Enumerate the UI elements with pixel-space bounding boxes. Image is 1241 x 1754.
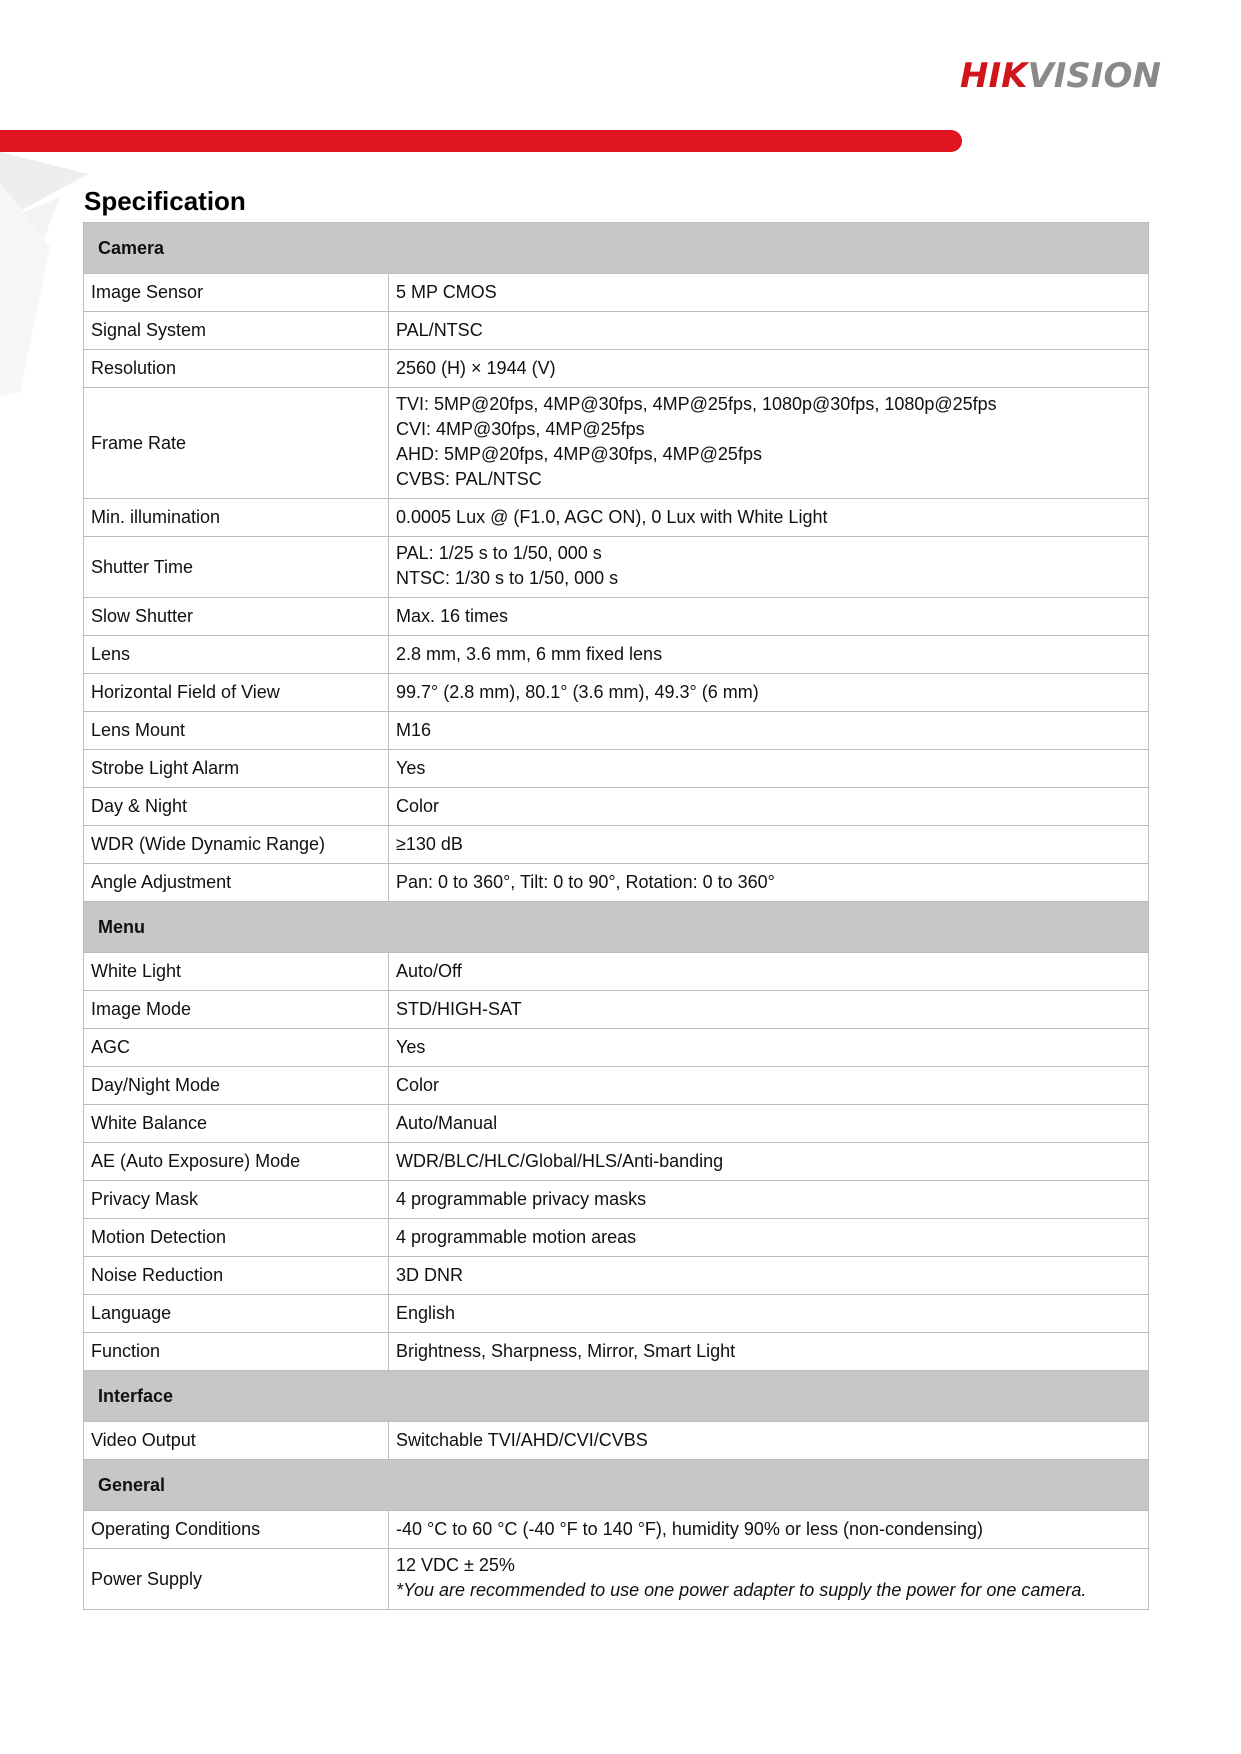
table-row	[84, 274, 1149, 312]
spec-value	[389, 864, 1149, 902]
spec-value	[389, 712, 1149, 750]
spec-value	[389, 1422, 1149, 1460]
spec-value-line: English	[396, 1303, 456, 1323]
spec-value	[389, 1029, 1149, 1067]
spec-value-line: CVI: 4MP@30fps, 4MP@25fps	[396, 419, 645, 439]
spec-value-line: 99.7° (2.8 mm), 80.1° (3.6 mm), 49.3° (6 mm)	[396, 682, 759, 702]
spec-value	[389, 1181, 1149, 1219]
spec-label: Language	[84, 1295, 389, 1333]
spec-value-line: Max. 16 times	[396, 606, 509, 626]
table-row	[84, 991, 1149, 1029]
table-row	[84, 388, 1149, 499]
spec-label: Lens Mount	[84, 712, 389, 750]
spec-label: AE (Auto Exposure) Mode	[84, 1143, 389, 1181]
spec-value-line: WDR/BLC/HLC/Global/HLS/Anti-banding	[396, 1151, 724, 1171]
spec-value	[389, 1105, 1149, 1143]
spec-label: Power Supply	[84, 1549, 389, 1610]
spec-label: Image Sensor	[84, 274, 389, 312]
spec-label: WDR (Wide Dynamic Range)	[84, 826, 389, 864]
spec-value-line: 12 VDC ± 25%	[396, 1555, 515, 1575]
spec-label: Motion Detection	[84, 1219, 389, 1257]
spec-value-line: Color	[396, 796, 440, 816]
table-row	[84, 1219, 1149, 1257]
spec-label: Day & Night	[84, 788, 389, 826]
table-row	[84, 1067, 1149, 1105]
table-row	[84, 1257, 1149, 1295]
spec-label: Shutter Time	[84, 537, 389, 598]
spec-value	[389, 1511, 1149, 1549]
table-row	[84, 350, 1149, 388]
table-row	[84, 864, 1149, 902]
spec-note: *You are recommended to use one power adapter to supply the power for one camera.	[396, 1580, 1087, 1600]
spec-value-line: -40 °C to 60 °C (-40 °F to 140 °F), humidity 90% or less (non-condensing)	[396, 1519, 984, 1539]
section-title: General	[84, 1460, 1149, 1511]
spec-value	[389, 388, 1149, 499]
spec-value-line: Brightness, Sharpness, Mirror, Smart Light	[396, 1341, 736, 1361]
spec-value-line: 4 programmable motion areas	[396, 1227, 637, 1247]
decorative-triangles-icon	[0, 152, 90, 402]
spec-value-line: Auto/Off	[396, 961, 462, 981]
table-row	[84, 537, 1149, 598]
spec-value-line: PAL/NTSC	[396, 320, 483, 340]
spec-value-line: ≥130 dB	[396, 834, 463, 854]
spec-label: Slow Shutter	[84, 598, 389, 636]
table-row	[84, 1549, 1149, 1610]
spec-value	[389, 537, 1149, 598]
spec-label: Operating Conditions	[84, 1511, 389, 1549]
spec-value	[389, 1257, 1149, 1295]
spec-value	[389, 350, 1149, 388]
spec-label: White Balance	[84, 1105, 389, 1143]
spec-value	[389, 499, 1149, 537]
hikvision-logo	[960, 56, 1161, 96]
spec-label: Day/Night Mode	[84, 1067, 389, 1105]
spec-value	[389, 750, 1149, 788]
spec-label: Min. illumination	[84, 499, 389, 537]
section-header-general	[84, 1460, 1149, 1511]
table-row	[84, 1422, 1149, 1460]
spec-value-line: 2560 (H) × 1944 (V)	[396, 358, 556, 378]
spec-value	[389, 1219, 1149, 1257]
spec-value	[389, 953, 1149, 991]
spec-value	[389, 674, 1149, 712]
spec-label: Image Mode	[84, 991, 389, 1029]
spec-value	[389, 991, 1149, 1029]
table-row	[84, 826, 1149, 864]
spec-value	[389, 274, 1149, 312]
table-row	[84, 636, 1149, 674]
spec-value-line: NTSC: 1/30 s to 1/50, 000 s	[396, 568, 619, 588]
section-header-camera	[84, 223, 1149, 274]
spec-value	[389, 636, 1149, 674]
spec-label: Lens	[84, 636, 389, 674]
spec-value-line: Switchable TVI/AHD/CVI/CVBS	[396, 1430, 648, 1450]
table-row	[84, 1295, 1149, 1333]
header-red-bar	[0, 130, 962, 152]
table-row	[84, 499, 1149, 537]
spec-label: White Light	[84, 953, 389, 991]
table-row	[84, 1143, 1149, 1181]
spec-value	[389, 1333, 1149, 1371]
table-row	[84, 312, 1149, 350]
spec-label: Video Output	[84, 1422, 389, 1460]
spec-value-line: 4 programmable privacy masks	[396, 1189, 647, 1209]
spec-value-line: M16	[396, 720, 432, 740]
spec-value-line: TVI: 5MP@20fps, 4MP@30fps, 4MP@25fps, 1080p@30fps, 1080p@25fps	[396, 394, 997, 414]
spec-value-line: 5 MP CMOS	[396, 282, 497, 302]
section-header-menu	[84, 902, 1149, 953]
table-row	[84, 1333, 1149, 1371]
spec-value	[389, 788, 1149, 826]
spec-value-line: Yes	[396, 758, 426, 778]
section-title: Camera	[84, 223, 1149, 274]
spec-label: Angle Adjustment	[84, 864, 389, 902]
spec-value	[389, 598, 1149, 636]
logo-red-part: HIK	[960, 56, 1028, 96]
spec-value	[389, 312, 1149, 350]
table-row	[84, 1181, 1149, 1219]
spec-label: AGC	[84, 1029, 389, 1067]
spec-value-line: 0.0005 Lux @ (F1.0, AGC ON), 0 Lux with White Light	[396, 507, 828, 527]
table-row	[84, 1029, 1149, 1067]
spec-value-line: CVBS: PAL/NTSC	[396, 469, 542, 489]
spec-value-line: Pan: 0 to 360°, Tilt: 0 to 90°, Rotation: 0 to 360°	[396, 872, 775, 892]
spec-label: Signal System	[84, 312, 389, 350]
section-title: Menu	[84, 902, 1149, 953]
spec-label: Noise Reduction	[84, 1257, 389, 1295]
spec-label: Horizontal Field of View	[84, 674, 389, 712]
spec-value	[389, 1143, 1149, 1181]
table-row	[84, 598, 1149, 636]
spec-value-line: Yes	[396, 1037, 426, 1057]
spec-label: Privacy Mask	[84, 1181, 389, 1219]
table-row	[84, 674, 1149, 712]
table-row	[84, 788, 1149, 826]
spec-value-line: AHD: 5MP@20fps, 4MP@30fps, 4MP@25fps	[396, 444, 762, 464]
spec-value-line: Auto/Manual	[396, 1113, 498, 1133]
spec-value-line: Color	[396, 1075, 440, 1095]
spec-value-line: 3D DNR	[396, 1265, 464, 1285]
spec-value-line: STD/HIGH-SAT	[396, 999, 522, 1019]
spec-label: Function	[84, 1333, 389, 1371]
table-row	[84, 1511, 1149, 1549]
spec-value-line: PAL: 1/25 s to 1/50, 000 s	[396, 543, 602, 563]
spec-value	[389, 826, 1149, 864]
spec-label: Resolution	[84, 350, 389, 388]
table-row	[84, 953, 1149, 991]
spec-label: Strobe Light Alarm	[84, 750, 389, 788]
spec-value	[389, 1067, 1149, 1105]
spec-value	[389, 1549, 1149, 1610]
spec-value-line: 2.8 mm, 3.6 mm, 6 mm fixed lens	[396, 644, 663, 664]
spec-value	[389, 1295, 1149, 1333]
spec-table	[83, 222, 1149, 1610]
table-row	[84, 712, 1149, 750]
section-title: Interface	[84, 1371, 1149, 1422]
logo-grey-part: VISION	[1027, 56, 1161, 96]
table-row	[84, 750, 1149, 788]
spec-label: Frame Rate	[84, 388, 389, 499]
table-row	[84, 1105, 1149, 1143]
section-header-interface	[84, 1371, 1149, 1422]
page-title: Specification	[84, 186, 246, 216]
